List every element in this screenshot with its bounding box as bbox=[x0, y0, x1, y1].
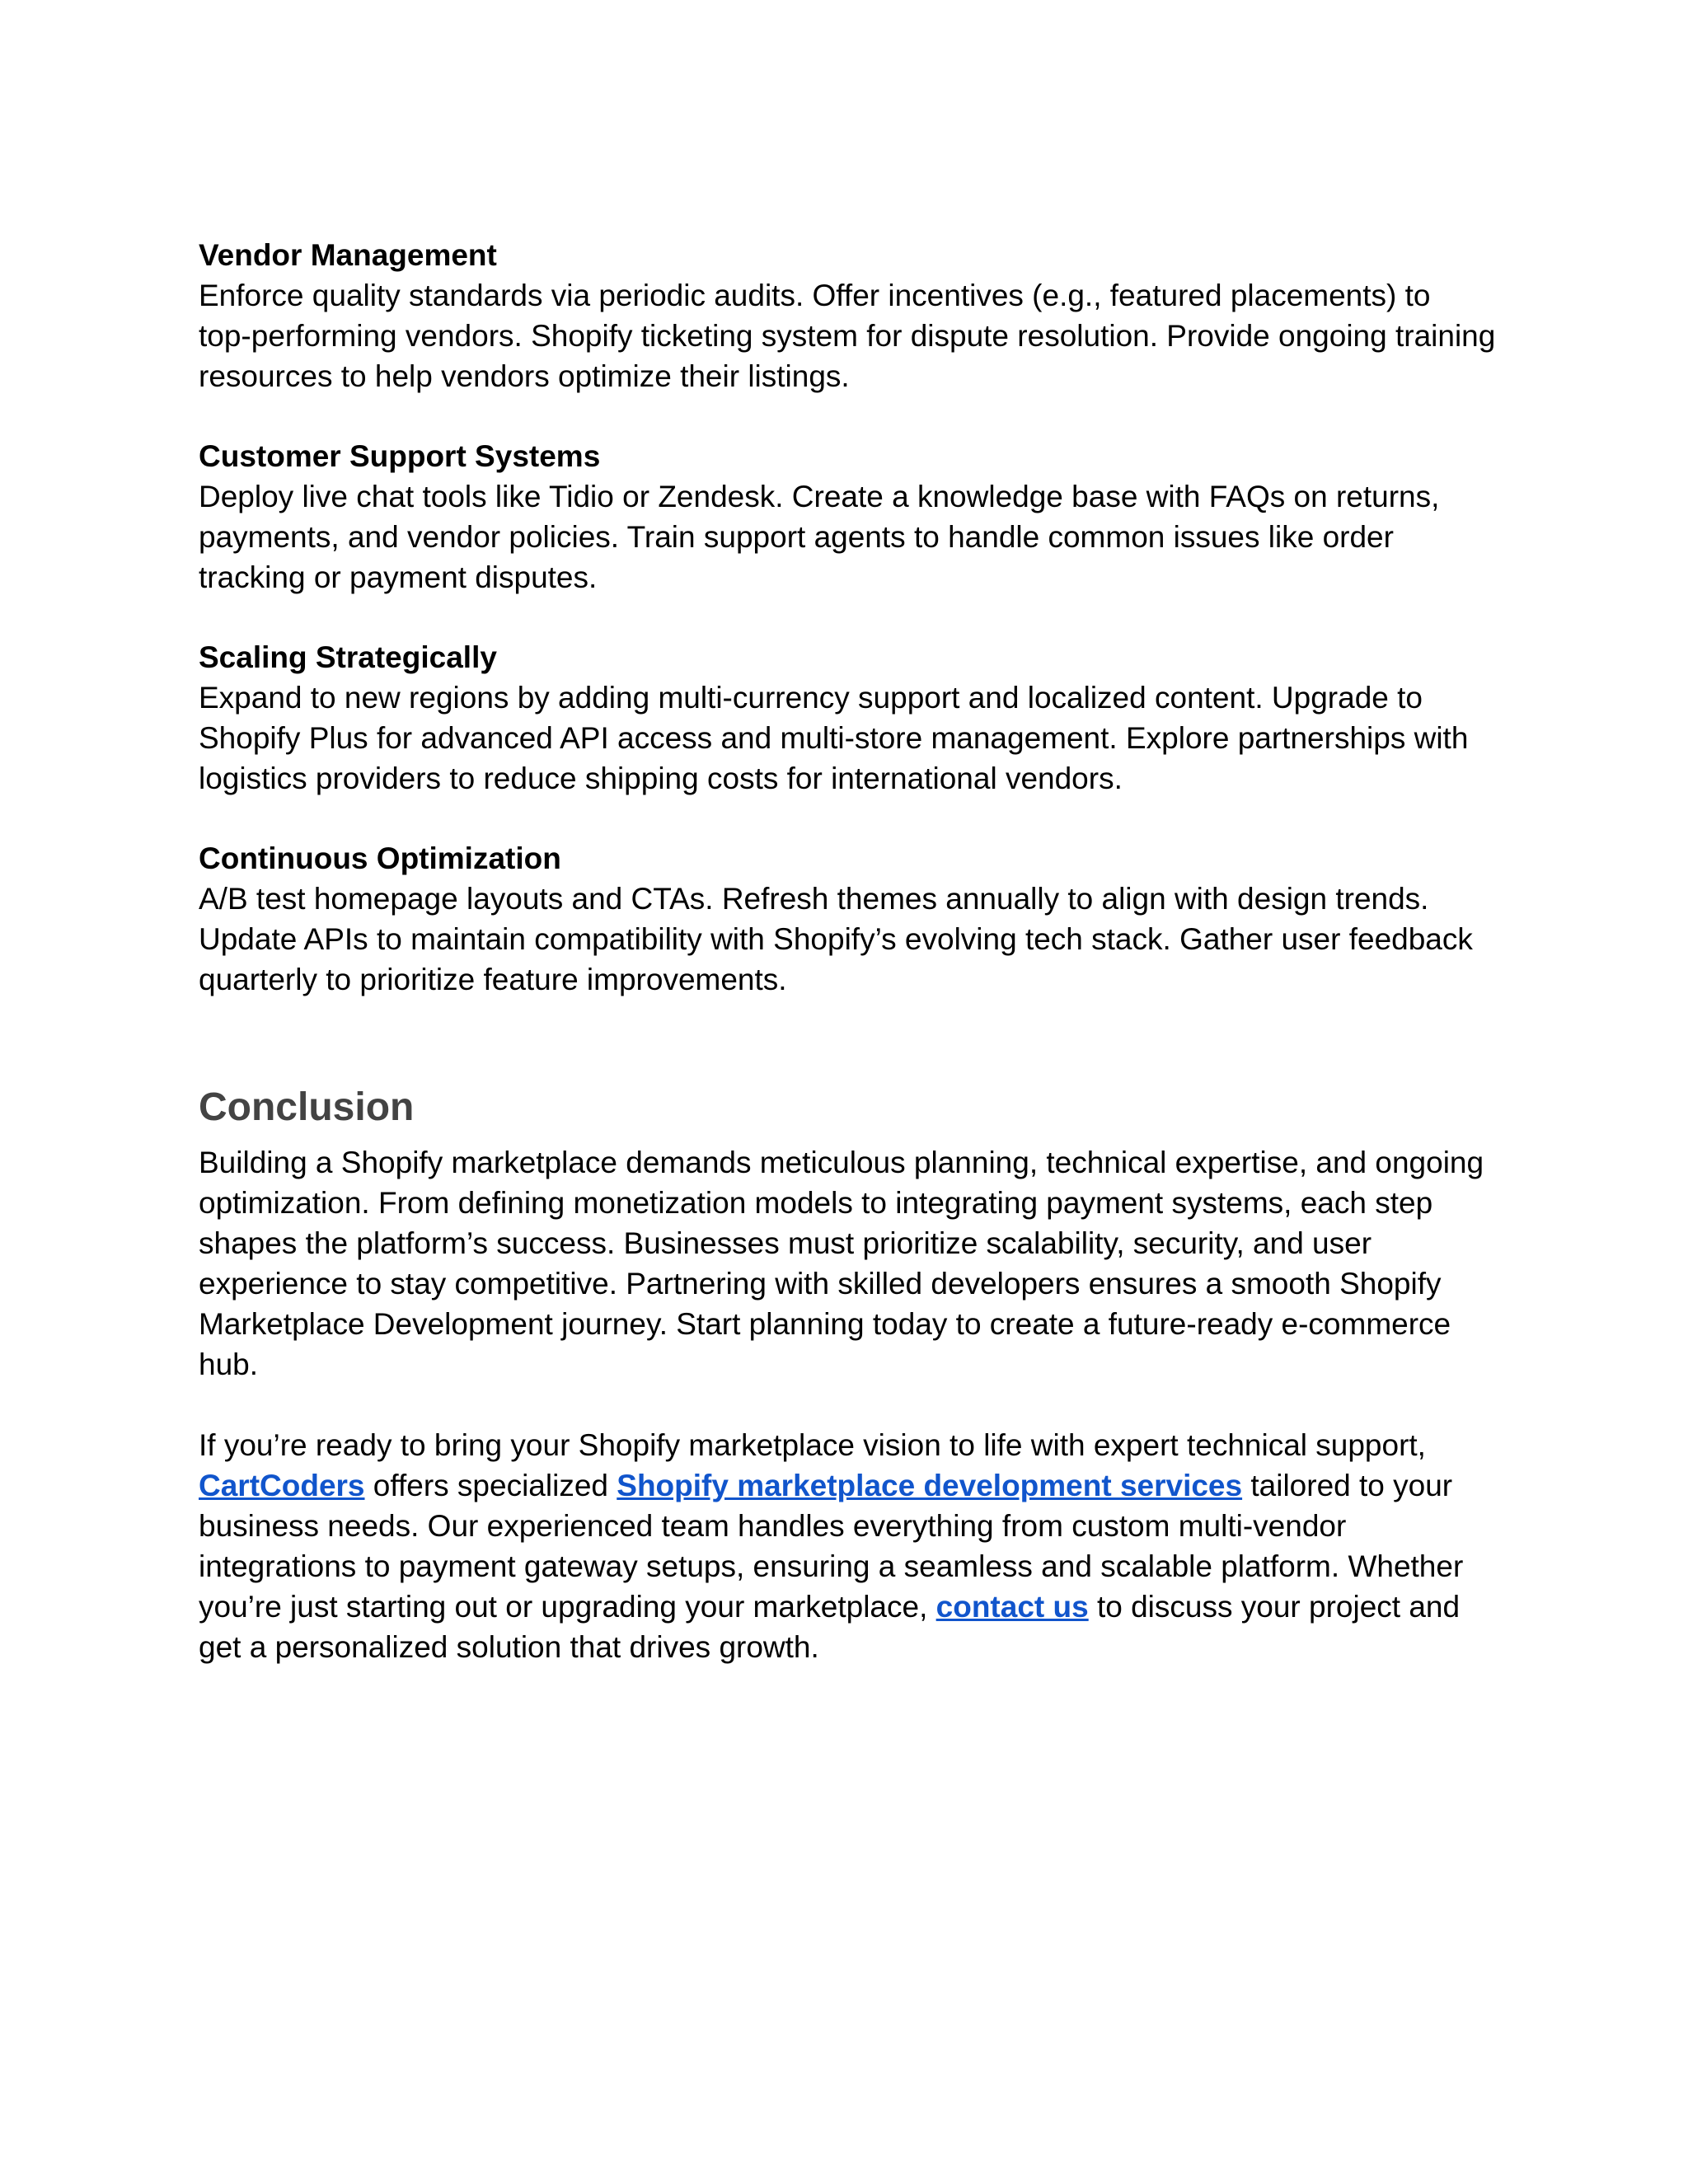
section-title: Vendor Management bbox=[199, 238, 497, 272]
paragraph-gap bbox=[199, 1385, 1501, 1425]
section-customer-support bbox=[199, 437, 1501, 598]
text-line: Update APIs to maintain compatibility with Shopify’s evolving tech stack. Gather user feedback bbox=[199, 922, 1473, 956]
text-line: Enforce quality standards via periodic audits. Offer incentives (e.g., featured placements) to bbox=[199, 279, 1431, 312]
text-line: Building a Shopify marketplace demands meticulous planning, technical expertise, and ongoing bbox=[199, 1146, 1484, 1179]
text-line: payments, and vendor policies. Train support agents to handle common issues like order bbox=[199, 520, 1394, 554]
text-fragment: tailored to your bbox=[1242, 1469, 1453, 1502]
section-continuous-optimization bbox=[199, 839, 1501, 1000]
text-fragment: to discuss your project and bbox=[1088, 1590, 1461, 1624]
document-page bbox=[199, 236, 1501, 1667]
cartcoders-link[interactable]: CartCoders bbox=[199, 1469, 365, 1502]
text-line: quarterly to prioritize feature improvements. bbox=[199, 963, 787, 996]
paragraph-gap bbox=[199, 799, 1501, 839]
section-body bbox=[199, 275, 1501, 396]
text-line: business needs. Our experienced team handles everything from custom multi-vendor bbox=[199, 1509, 1347, 1543]
text-line: optimization. From defining monetization models to integrating payment systems, each step bbox=[199, 1186, 1433, 1220]
section-conclusion bbox=[199, 1084, 1501, 1667]
section-body bbox=[199, 476, 1501, 598]
text-fragment: offers specialized bbox=[364, 1469, 617, 1502]
text-line: A/B test homepage layouts and CTAs. Refresh themes annually to align with design trends. bbox=[199, 882, 1429, 916]
paragraph-gap bbox=[199, 598, 1501, 638]
text-line: Deploy live chat tools like Tidio or Zendesk. Create a knowledge base with FAQs on returns, bbox=[199, 480, 1440, 513]
text-line: integrations to payment gateway setups, ensuring a seamless and scalable platform. Whether bbox=[199, 1549, 1464, 1583]
text-line: logistics providers to reduce shipping costs for international vendors. bbox=[199, 762, 1123, 795]
section-scaling bbox=[199, 638, 1501, 799]
text-line: tracking or payment disputes. bbox=[199, 560, 598, 594]
conclusion-paragraph-1 bbox=[199, 1142, 1501, 1385]
section-gap bbox=[199, 1000, 1501, 1084]
text-line: hub. bbox=[199, 1347, 259, 1381]
section-title: Scaling Strategically bbox=[199, 640, 497, 674]
conclusion-paragraph-2 bbox=[199, 1425, 1501, 1667]
section-body bbox=[199, 879, 1501, 1000]
section-body bbox=[199, 677, 1501, 799]
text-line: Shopify Plus for advanced API access and multi-store management. Explore partnerships with bbox=[199, 721, 1469, 755]
marketplace-services-link[interactable]: Shopify marketplace development services bbox=[617, 1469, 1243, 1502]
section-title: Customer Support Systems bbox=[199, 439, 601, 473]
conclusion-heading: Conclusion bbox=[199, 1085, 415, 1129]
text-fragment: you’re just starting out or upgrading your marketplace, bbox=[199, 1590, 936, 1624]
text-line: resources to help vendors optimize their listings. bbox=[199, 359, 850, 393]
text-line: Expand to new regions by adding multi-currency support and localized content. Upgrade to bbox=[199, 681, 1423, 715]
contact-us-link[interactable]: contact us bbox=[935, 1590, 1089, 1624]
section-title: Continuous Optimization bbox=[199, 841, 561, 875]
text-line: top-performing vendors. Shopify ticketing system for dispute resolution. Provide ongoing training bbox=[199, 319, 1496, 353]
text-line: shapes the platform’s success. Businesses must prioritize scalability, security, and user bbox=[199, 1226, 1372, 1260]
text-line: experience to stay competitive. Partnering with skilled developers ensures a smooth Shopify bbox=[199, 1267, 1442, 1301]
section-vendor-management bbox=[199, 236, 1501, 396]
text-line: If you’re ready to bring your Shopify marketplace vision to life with expert technical support, bbox=[199, 1428, 1426, 1462]
text-line: get a personalized solution that drives growth. bbox=[199, 1630, 819, 1664]
paragraph-gap bbox=[199, 396, 1501, 437]
text-line: Marketplace Development journey. Start planning today to create a future-ready e-commerce bbox=[199, 1307, 1451, 1341]
